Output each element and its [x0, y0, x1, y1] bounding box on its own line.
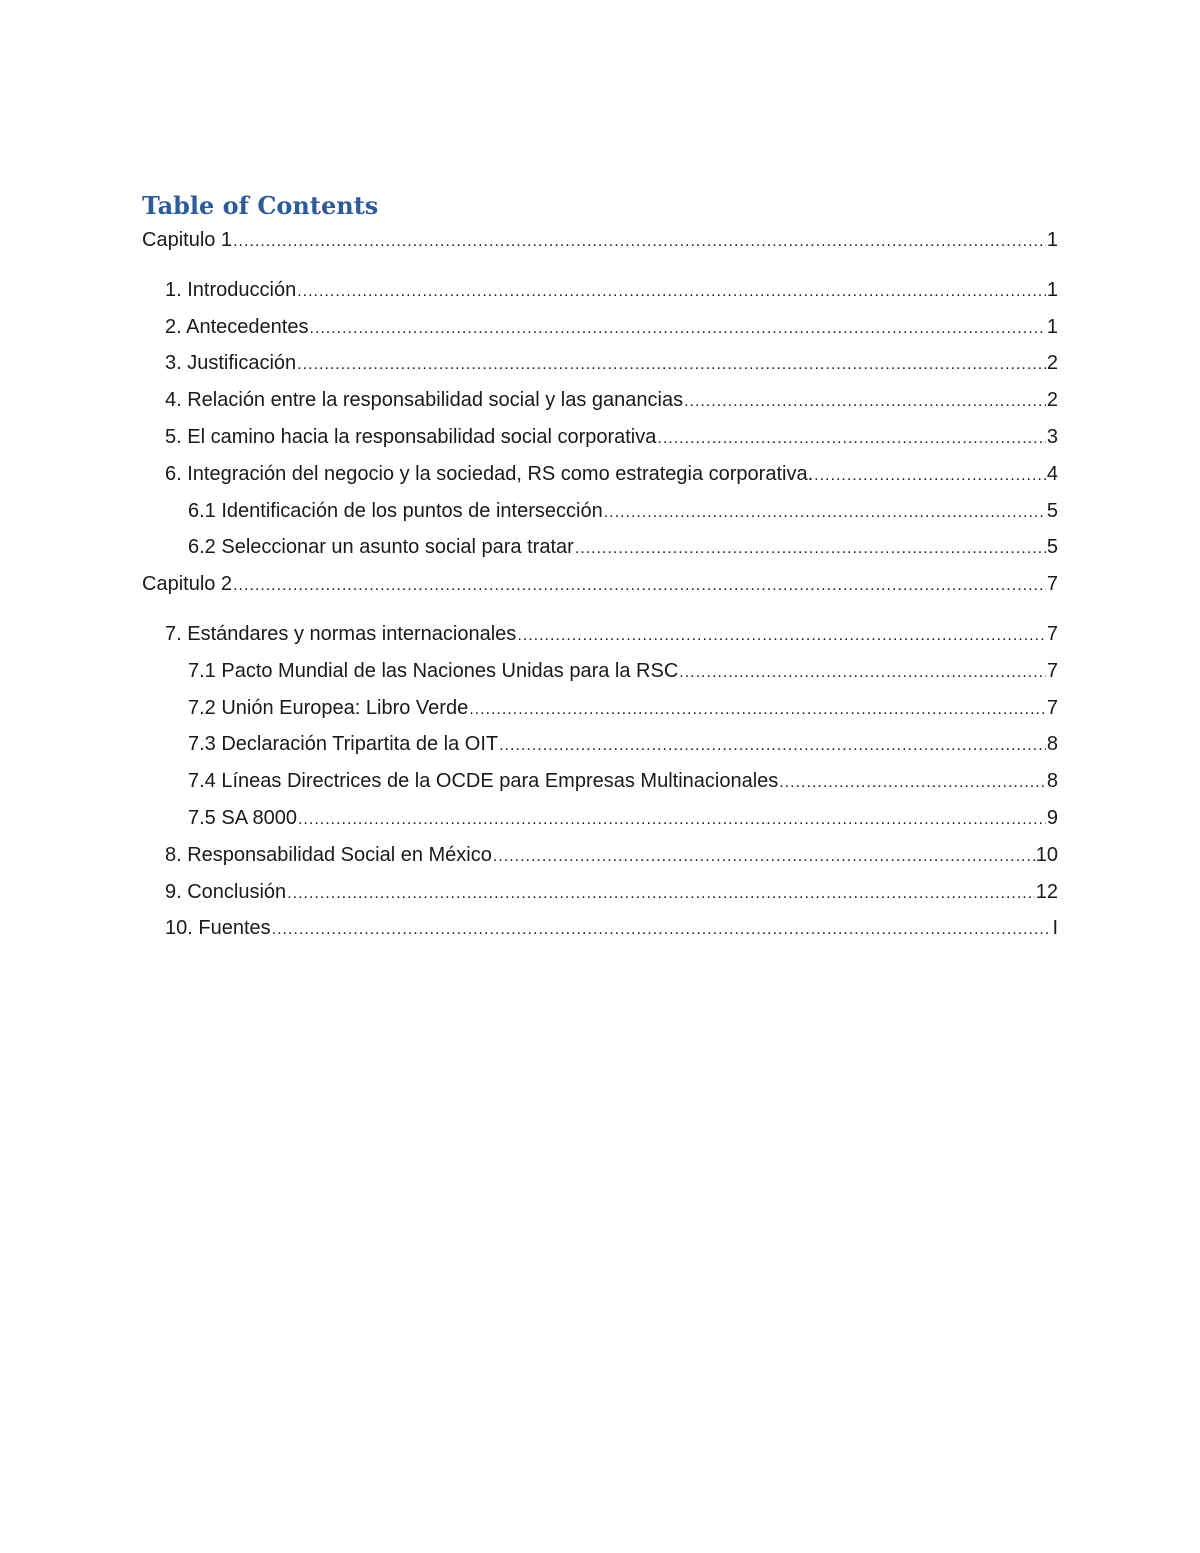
- toc-page-number: 1: [1046, 229, 1058, 251]
- toc-entry-capitulo-2[interactable]: [142, 566, 1058, 603]
- toc-entry-sa-8000[interactable]: [142, 800, 1058, 837]
- toc-dot-leader: [684, 384, 1046, 419]
- toc-page-number: 1: [1046, 278, 1058, 301]
- toc-page-number: 10: [1035, 843, 1058, 866]
- toc-entry-identificacion[interactable]: [142, 493, 1058, 530]
- toc-entry-camino[interactable]: [142, 419, 1058, 456]
- toc-dot-leader: [287, 876, 1035, 911]
- toc-entry-label: 7.4 Líneas Directrices de la OCDE para Empresas Multinacionales: [188, 770, 779, 793]
- toc-entry-introduccion[interactable]: [142, 272, 1058, 309]
- toc-entry-integracion[interactable]: [142, 456, 1058, 493]
- toc-entry-label: 6. Integración del negocio y la sociedad, RS como estrategia corporativa.: [165, 462, 814, 485]
- toc-entry-label: 7.5 SA 8000: [188, 806, 297, 829]
- toc-page-number: 8: [1046, 770, 1058, 793]
- toc-dot-leader: [517, 618, 1046, 653]
- toc-page-number: 5: [1046, 499, 1058, 522]
- toc-entry-label: 9. Conclusión: [165, 880, 287, 903]
- toc-entry-label: 7.3 Declaración Tripartita de la OIT: [188, 733, 499, 756]
- toc-dot-leader: [298, 802, 1046, 837]
- toc-entry-label: 2. Antecedentes: [165, 315, 309, 338]
- toc-page-number: 8: [1046, 733, 1058, 756]
- toc-page-number: 2: [1046, 352, 1058, 375]
- toc-entry-conclusion[interactable]: [142, 874, 1058, 911]
- toc-page-number: 3: [1046, 425, 1058, 448]
- toc-page-number: 7: [1046, 622, 1058, 645]
- toc-page-number: I: [1052, 917, 1058, 940]
- toc-entry-capitulo-1[interactable]: [142, 222, 1058, 259]
- toc-dot-leader: [499, 728, 1046, 763]
- toc-entry-union-europea[interactable]: [142, 690, 1058, 727]
- toc-entry-label: 7.2 Unión Europea: Libro Verde: [188, 696, 469, 719]
- toc-page-number: 1: [1046, 315, 1058, 338]
- toc-entry-label: Capitulo 1: [142, 229, 233, 251]
- toc-title: Table of Contents: [142, 191, 379, 220]
- toc-dot-leader: [814, 458, 1046, 493]
- toc-dot-leader: [297, 347, 1046, 382]
- toc-entry-label: 8. Responsabilidad Social en México: [165, 843, 492, 866]
- toc-entry-label: 3. Justificación: [165, 352, 297, 375]
- toc-dot-leader: [233, 224, 1046, 259]
- toc-dot-leader: [779, 765, 1046, 800]
- toc-dot-leader: [657, 421, 1045, 456]
- toc-page-number: 2: [1046, 389, 1058, 412]
- toc-entry-lineas-ocde[interactable]: [142, 763, 1058, 800]
- toc-dot-leader: [297, 274, 1046, 309]
- toc-entry-label: 4. Relación entre la responsabilidad social y las ganancias: [165, 389, 684, 412]
- toc-page-number: 7: [1046, 659, 1058, 682]
- toc-page-number: 4: [1046, 462, 1058, 485]
- toc-dot-leader: [309, 311, 1045, 346]
- toc-dot-leader: [272, 912, 1052, 947]
- toc-dot-leader: [604, 495, 1046, 530]
- toc-entry-pacto-mundial[interactable]: [142, 653, 1058, 690]
- toc-entry-label: 10. Fuentes: [165, 917, 271, 940]
- toc-page-number: 5: [1046, 536, 1058, 559]
- toc-entry-label: 5. El camino hacia la responsabilidad social corporativa: [165, 425, 657, 448]
- toc-dot-leader: [493, 839, 1035, 874]
- toc-entry-estandares[interactable]: [142, 616, 1058, 653]
- toc-page-number: 7: [1046, 573, 1058, 596]
- toc-entry-fuentes[interactable]: [142, 910, 1058, 947]
- toc-entry-relacion[interactable]: [142, 382, 1058, 419]
- toc-dot-leader: [575, 531, 1046, 566]
- toc-entry-justificacion[interactable]: [142, 345, 1058, 382]
- toc-page-number: 9: [1046, 806, 1058, 829]
- toc-entry-label: 7. Estándares y normas internacionales: [165, 622, 517, 645]
- toc-dot-leader: [233, 568, 1046, 603]
- table-of-contents: [142, 190, 1058, 947]
- toc-dot-leader: [469, 692, 1046, 727]
- toc-entry-label: Capitulo 2: [142, 573, 233, 596]
- toc-entry-responsabilidad-mexico[interactable]: [142, 837, 1058, 874]
- toc-entry-declaracion-oit[interactable]: [142, 726, 1058, 763]
- toc-entry-label: 1. Introducción: [165, 278, 297, 301]
- toc-dot-leader: [679, 655, 1046, 690]
- toc-entry-label: 6.1 Identificación de los puntos de intersección: [188, 499, 603, 522]
- toc-page-number: 7: [1046, 696, 1058, 719]
- toc-entry-seleccionar[interactable]: [142, 529, 1058, 566]
- toc-entry-antecedentes[interactable]: [142, 309, 1058, 346]
- toc-entry-label: 7.1 Pacto Mundial de las Naciones Unidas para la RSC: [188, 659, 679, 682]
- toc-page-number: 12: [1035, 880, 1058, 903]
- toc-entry-label: 6.2 Seleccionar un asunto social para tratar: [188, 536, 574, 559]
